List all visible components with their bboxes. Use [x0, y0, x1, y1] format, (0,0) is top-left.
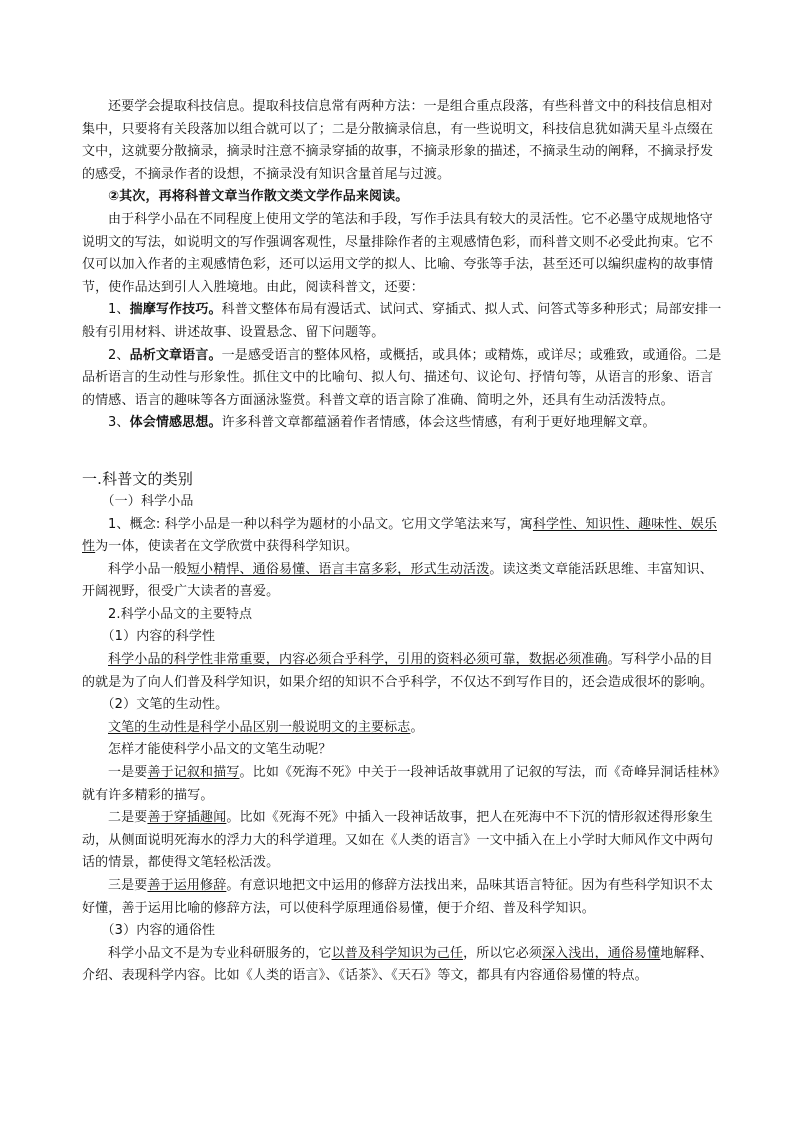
- underlined-text: 以普及科学知识为己任: [331, 945, 464, 961]
- paragraph-definition: 1、概念: 科学小品是一种以科学为题材的小品文。它用文学笔法来写，寓科学性、知识性、趣味性、娱乐性为一体，使读者在文学欣赏中获得科学知识。: [82, 516, 717, 555]
- subheading-science-essay: （一）科学小品: [101, 493, 194, 509]
- underlined-text: 短小精悍、通俗易懂、语言丰富多彩，形式生动活泼: [186, 561, 490, 577]
- paragraph-way-2: 二是要善于穿插趣闻。比如《死海不死》中插入一段神话故事，把人在死海中不下沉的情形叙述得形象生动，从侧面说明死海水的浮力大的科学道理。又如在《人类的语言》一文中插入在上小学时大师风作文中两句话的情景，都使得文笔轻松活泼。: [82, 810, 714, 871]
- paragraph-language: 2、品析文章语言。一是感受语言的整体风格，或概括，或具体；或精炼，或详尽；或雅致，或通俗。二是品析语言的生动性与形象性。抓住文中的比喻句、拟人句、描述句、议论句、抒情句等，从语言的形象、语言的情感、语言的趣味等各方面涵泳鉴赏。科普文章的语言除了准确、简明之外，还具有生动活泼特点。: [82, 347, 722, 408]
- paragraph-way-3: 三是要善于运用修辞。有意识地把文中运用的修辞方法找出来，品味其语言特征。因为有些科学知识不太好懂，善于运用比喻的修辞方法，可以使科学原理通俗易懂，便于介绍、普及科学知识。: [82, 878, 713, 916]
- paragraph-way-1: 一是要善于记叙和描写。比如《死海不死》中关于一段神话故事就用了记叙的写法，而《奇峰异洞话桂林》就有许多精彩的描写。: [82, 765, 720, 803]
- underlined-text: 善于记叙和描写: [147, 765, 240, 781]
- paragraph-writing-skills: 1、揣摩写作技巧。科普文整体布局有漫话式、试问式、穿插式、拟人式、问答式等多种形式；局部安排一般有引用材料、讲述故事、设置悬念、留下问题等。: [82, 302, 722, 340]
- paragraph-vivid: 文笔的生动性是科学小品区别一般说明文的主要标志。: [108, 719, 424, 735]
- paragraph-popular: 科学小品文不是为专业科研服务的，它以普及科学知识为己任，所以它必须深入浅出，通俗易懂地解释、介绍、表现科学内容。比如《人类的语言》、《话茶》、《天石》等文，都具有内容通俗易懂的特点。: [82, 945, 713, 984]
- bold-term: 揣摩写作技巧。: [129, 302, 222, 318]
- subheading-main-features: 2.科学小品文的主要特点: [108, 606, 253, 622]
- subheading-scientific: （1）内容的科学性: [101, 629, 216, 645]
- underlined-text: 深入浅出，通俗易懂: [541, 945, 661, 961]
- underlined-text: 善于穿插趣闻: [147, 810, 227, 826]
- underlined-text: 善于运用修辞: [147, 878, 227, 893]
- paragraph-features: 科学小品一般短小精悍、通俗易懂、语言丰富多彩，形式生动活泼。读这类文章能活跃思维、丰富知识、开阔视野，很受广大读者的喜爱。: [82, 561, 713, 600]
- subheading-popular: （3）内容的通俗性: [101, 923, 216, 939]
- paragraph-second-step: [82, 186, 722, 209]
- document-page: [82, 96, 722, 988]
- bold-term: 体会情感思想。: [129, 415, 222, 431]
- paragraph-emotion: 3、体会情感思想。许多科普文章都蕴涵着作者情感，体会这些情感，有利于更好地理解文章。: [108, 415, 656, 431]
- paragraph-scientific: 科学小品的科学性非常重要，内容必须合乎科学，引用的资料必须可靠，数据必须准确。写科学小品的目的就是为了向人们普及科学知识，如果介绍的知识不合乎科学，不仅达不到写作目的，还会造成很坏的影响。: [82, 652, 714, 690]
- bold-term: 品析文章语言。: [129, 347, 222, 363]
- bold-heading: ②其次，再将科普文章当作散文类文学作品来阅读。: [108, 189, 409, 205]
- subheading-vivid: （2）文笔的生动性。: [101, 697, 229, 713]
- paragraph-literary-reading: 由于科学小品在不同程度上使用文学的笔法和手段，写作手法具有较大的灵活性。它不必墨守成规地恪守说明文的写法，如说明文的写作强调客观性，尽量排除作者的主观感情色彩，而科普文则不必受此拘束。它不仅可以加入作者的主观感情色彩，还可以运用文学的拟人、比喻、夸张等手法，甚至还可以编织虚构的故事情节，使作品达到引人入胜境地。由此，阅读科普文，还要：: [82, 211, 714, 295]
- paragraph-question: 怎样才能使科学小品文的文笔生动呢？: [108, 742, 332, 758]
- underlined-text: 文笔的生动性是科学小品区别一般说明文的主要标志: [108, 719, 411, 735]
- underlined-text: 科学性、知识性、趣味性、娱乐性: [82, 516, 717, 555]
- section-heading: 一.科普文的类别: [82, 469, 193, 488]
- underlined-text: 科学小品的科学性非常重要，内容必须合乎科学，引用的资料必须可靠，数据必须准确: [108, 652, 608, 668]
- paragraph-extract-info: 还要学会提取科技信息。提取科技信息常有两种方法：一是组合重点段落，有些科普文中的科技信息相对集中，只要将有关段落加以组合就可以了；二是分散摘录信息，有一些说明文，科技信息犹如满天星斗点缀在文中，这就要分散摘录，摘录时注意不摘录穿插的故事，不摘录形象的描述，不摘录生动的阐释，不摘录抒发的感受，不摘录作者的设想，不摘录没有知识含量首尾与过渡。: [82, 99, 714, 182]
